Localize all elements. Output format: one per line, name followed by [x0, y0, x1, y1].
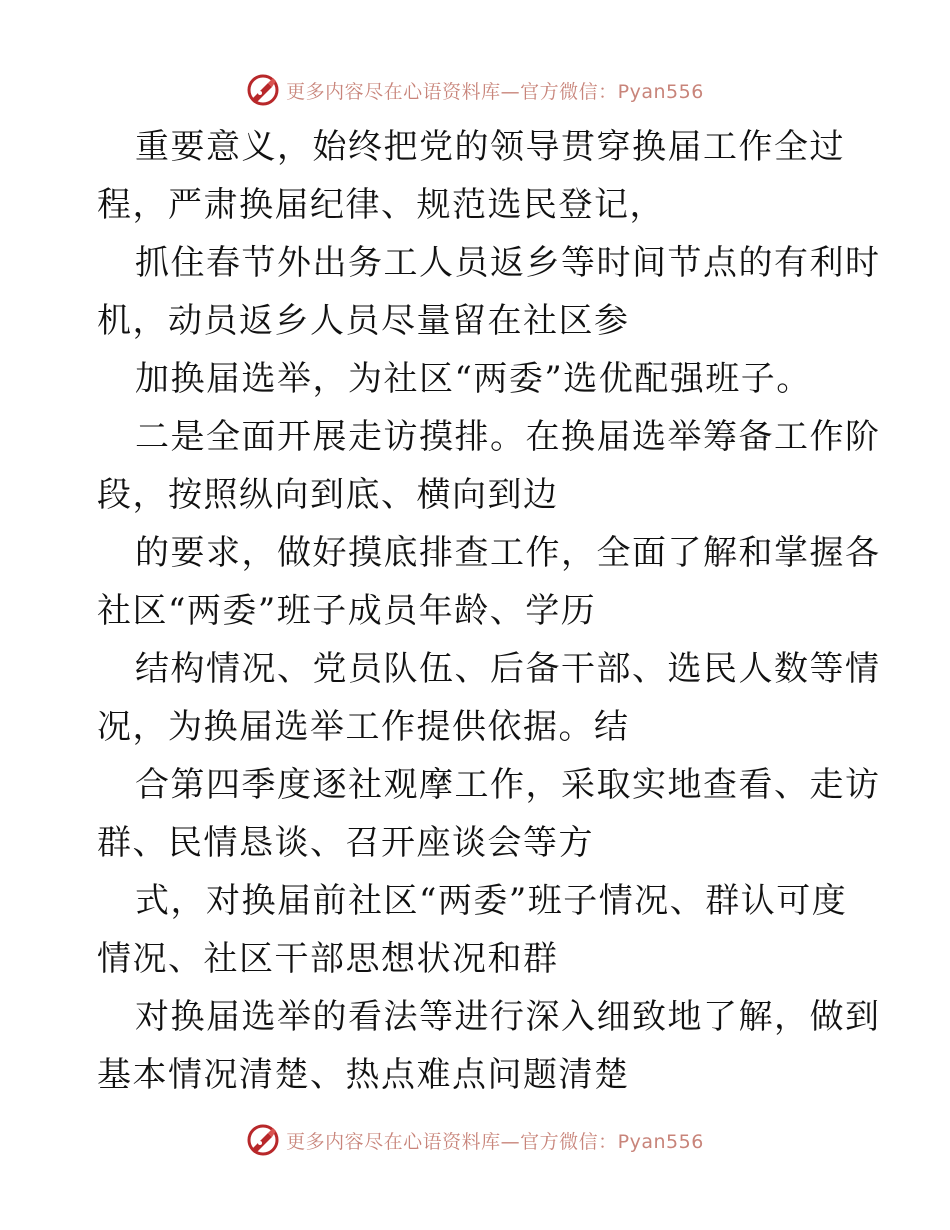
footer-banner	[0, 1120, 950, 1160]
body-line: 机，动员返乡人员尽量留在社区参	[97, 301, 630, 341]
footer-banner-text: 更多内容尽在心语资料库—官方微信：Pyan556	[286, 1130, 704, 1153]
document-body	[97, 118, 881, 1104]
pen-nib-logo-icon	[246, 1123, 280, 1157]
body-line: 加换届选举，为社区“两委”选优配强班子。	[135, 359, 812, 399]
body-line: 基本情况清楚、热点难点问题清楚	[97, 1055, 630, 1095]
body-line: 合第四季度逐社观摩工作，采取实地查看、走访	[135, 765, 881, 805]
body-line: 情况、社区干部思想状况和群	[97, 939, 559, 979]
body-line: 式，对换届前社区“两委”班子情况、群认可度	[135, 881, 848, 921]
body-line: 的要求，做好摸底排查工作，全面了解和掌握各	[135, 533, 881, 573]
body-line: 抓住春节外出务工人员返乡等时间节点的有利时	[135, 243, 881, 283]
header-banner-text: 更多内容尽在心语资料库—官方微信：Pyan556	[286, 80, 704, 103]
body-line: 段，按照纵向到底、横向到边	[97, 475, 559, 515]
body-line: 社区“两委”班子成员年龄、学历	[97, 591, 597, 631]
body-line: 结构情况、党员队伍、后备干部、选民人数等情	[135, 649, 881, 689]
body-line: 重要意义，始终把党的领导贯穿换届工作全过	[135, 127, 845, 167]
body-line: 对换届选举的看法等进行深入细致地了解，做到	[135, 997, 881, 1037]
body-line: 程，严肃换届纪律、规范选民登记，	[97, 185, 665, 225]
pen-nib-logo-icon	[246, 73, 280, 107]
body-line: 群、民情恳谈、召开座谈会等方	[97, 823, 594, 863]
body-line: 况，为换届选举工作提供依据。结	[97, 707, 630, 747]
header-banner	[0, 70, 950, 110]
body-line: 二是全面开展走访摸排。在换届选举筹备工作阶	[135, 417, 881, 457]
